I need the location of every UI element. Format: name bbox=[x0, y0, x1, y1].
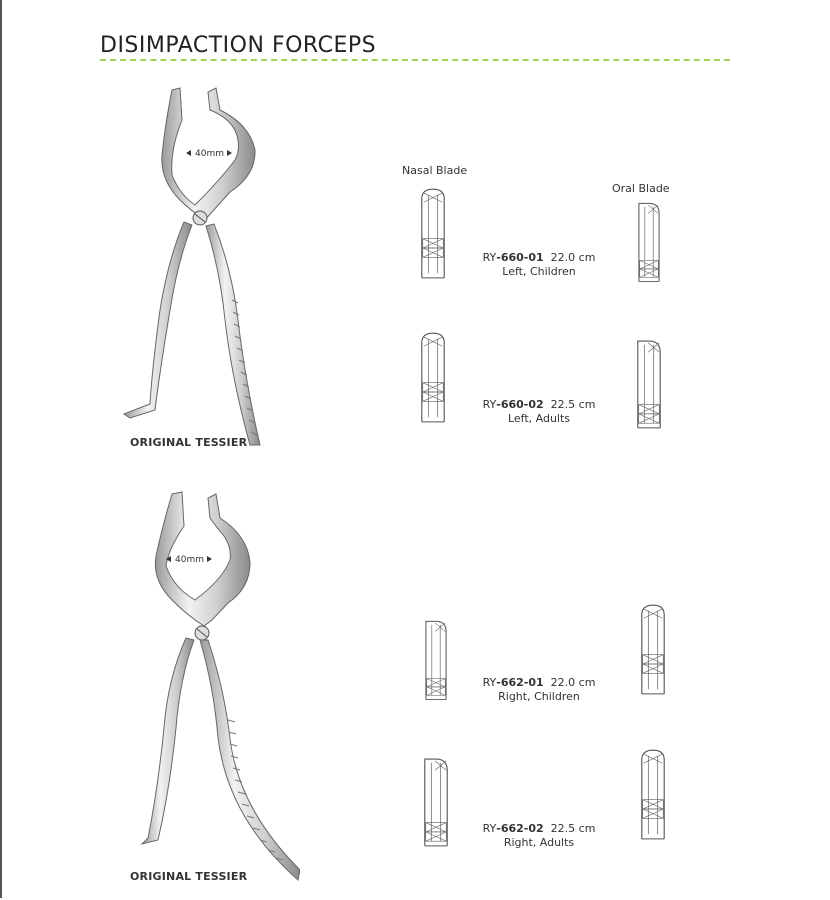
oral-blade-icon bbox=[635, 200, 663, 284]
product-description: Right, Children bbox=[498, 690, 580, 703]
nasal-blade-icon bbox=[419, 184, 447, 284]
nasal-blade-icon bbox=[419, 320, 447, 436]
product-length: 22.5 cm bbox=[550, 822, 596, 835]
product-description: Left, Adults bbox=[507, 412, 571, 425]
dashed-divider bbox=[100, 59, 730, 61]
product-entry bbox=[469, 398, 609, 426]
product-entry bbox=[469, 251, 609, 279]
forceps-illustration-icon bbox=[110, 80, 280, 455]
product-code: -662-02 bbox=[496, 822, 544, 835]
nasal-blade-header: Nasal Blade bbox=[402, 164, 468, 177]
product-entry bbox=[469, 822, 609, 850]
oral-blade-icon bbox=[639, 734, 667, 856]
oral-blade-icon bbox=[639, 600, 667, 700]
product-entry bbox=[469, 676, 609, 704]
nasal-blade-icon bbox=[422, 618, 450, 702]
product-code: -660-02 bbox=[496, 398, 544, 411]
instrument-caption: ORIGINAL TESSIER bbox=[130, 870, 248, 883]
product-prefix: RY bbox=[482, 398, 497, 411]
product-code: -662-01 bbox=[496, 676, 544, 689]
measure-label: 40mm bbox=[175, 555, 204, 565]
product-length: 22.0 cm bbox=[550, 676, 596, 689]
page-title: DISIMPACTION FORCEPS bbox=[100, 32, 377, 58]
product-prefix: RY bbox=[482, 676, 497, 689]
oral-blade-icon bbox=[635, 332, 663, 436]
product-length: 22.5 cm bbox=[550, 398, 596, 411]
product-code: -660-01 bbox=[496, 251, 544, 264]
product-prefix: RY bbox=[482, 251, 497, 264]
product-description: Left, Children bbox=[502, 265, 576, 278]
nasal-blade-icon bbox=[422, 748, 450, 856]
forceps-illustration-icon bbox=[100, 488, 300, 888]
product-length: 22.0 cm bbox=[550, 251, 596, 264]
product-prefix: RY bbox=[482, 822, 497, 835]
instrument-caption: ORIGINAL TESSIER bbox=[130, 436, 248, 449]
measure-label: 40mm bbox=[195, 149, 224, 159]
product-description: Right, Adults bbox=[503, 836, 575, 849]
oral-blade-header: Oral Blade bbox=[612, 182, 670, 195]
